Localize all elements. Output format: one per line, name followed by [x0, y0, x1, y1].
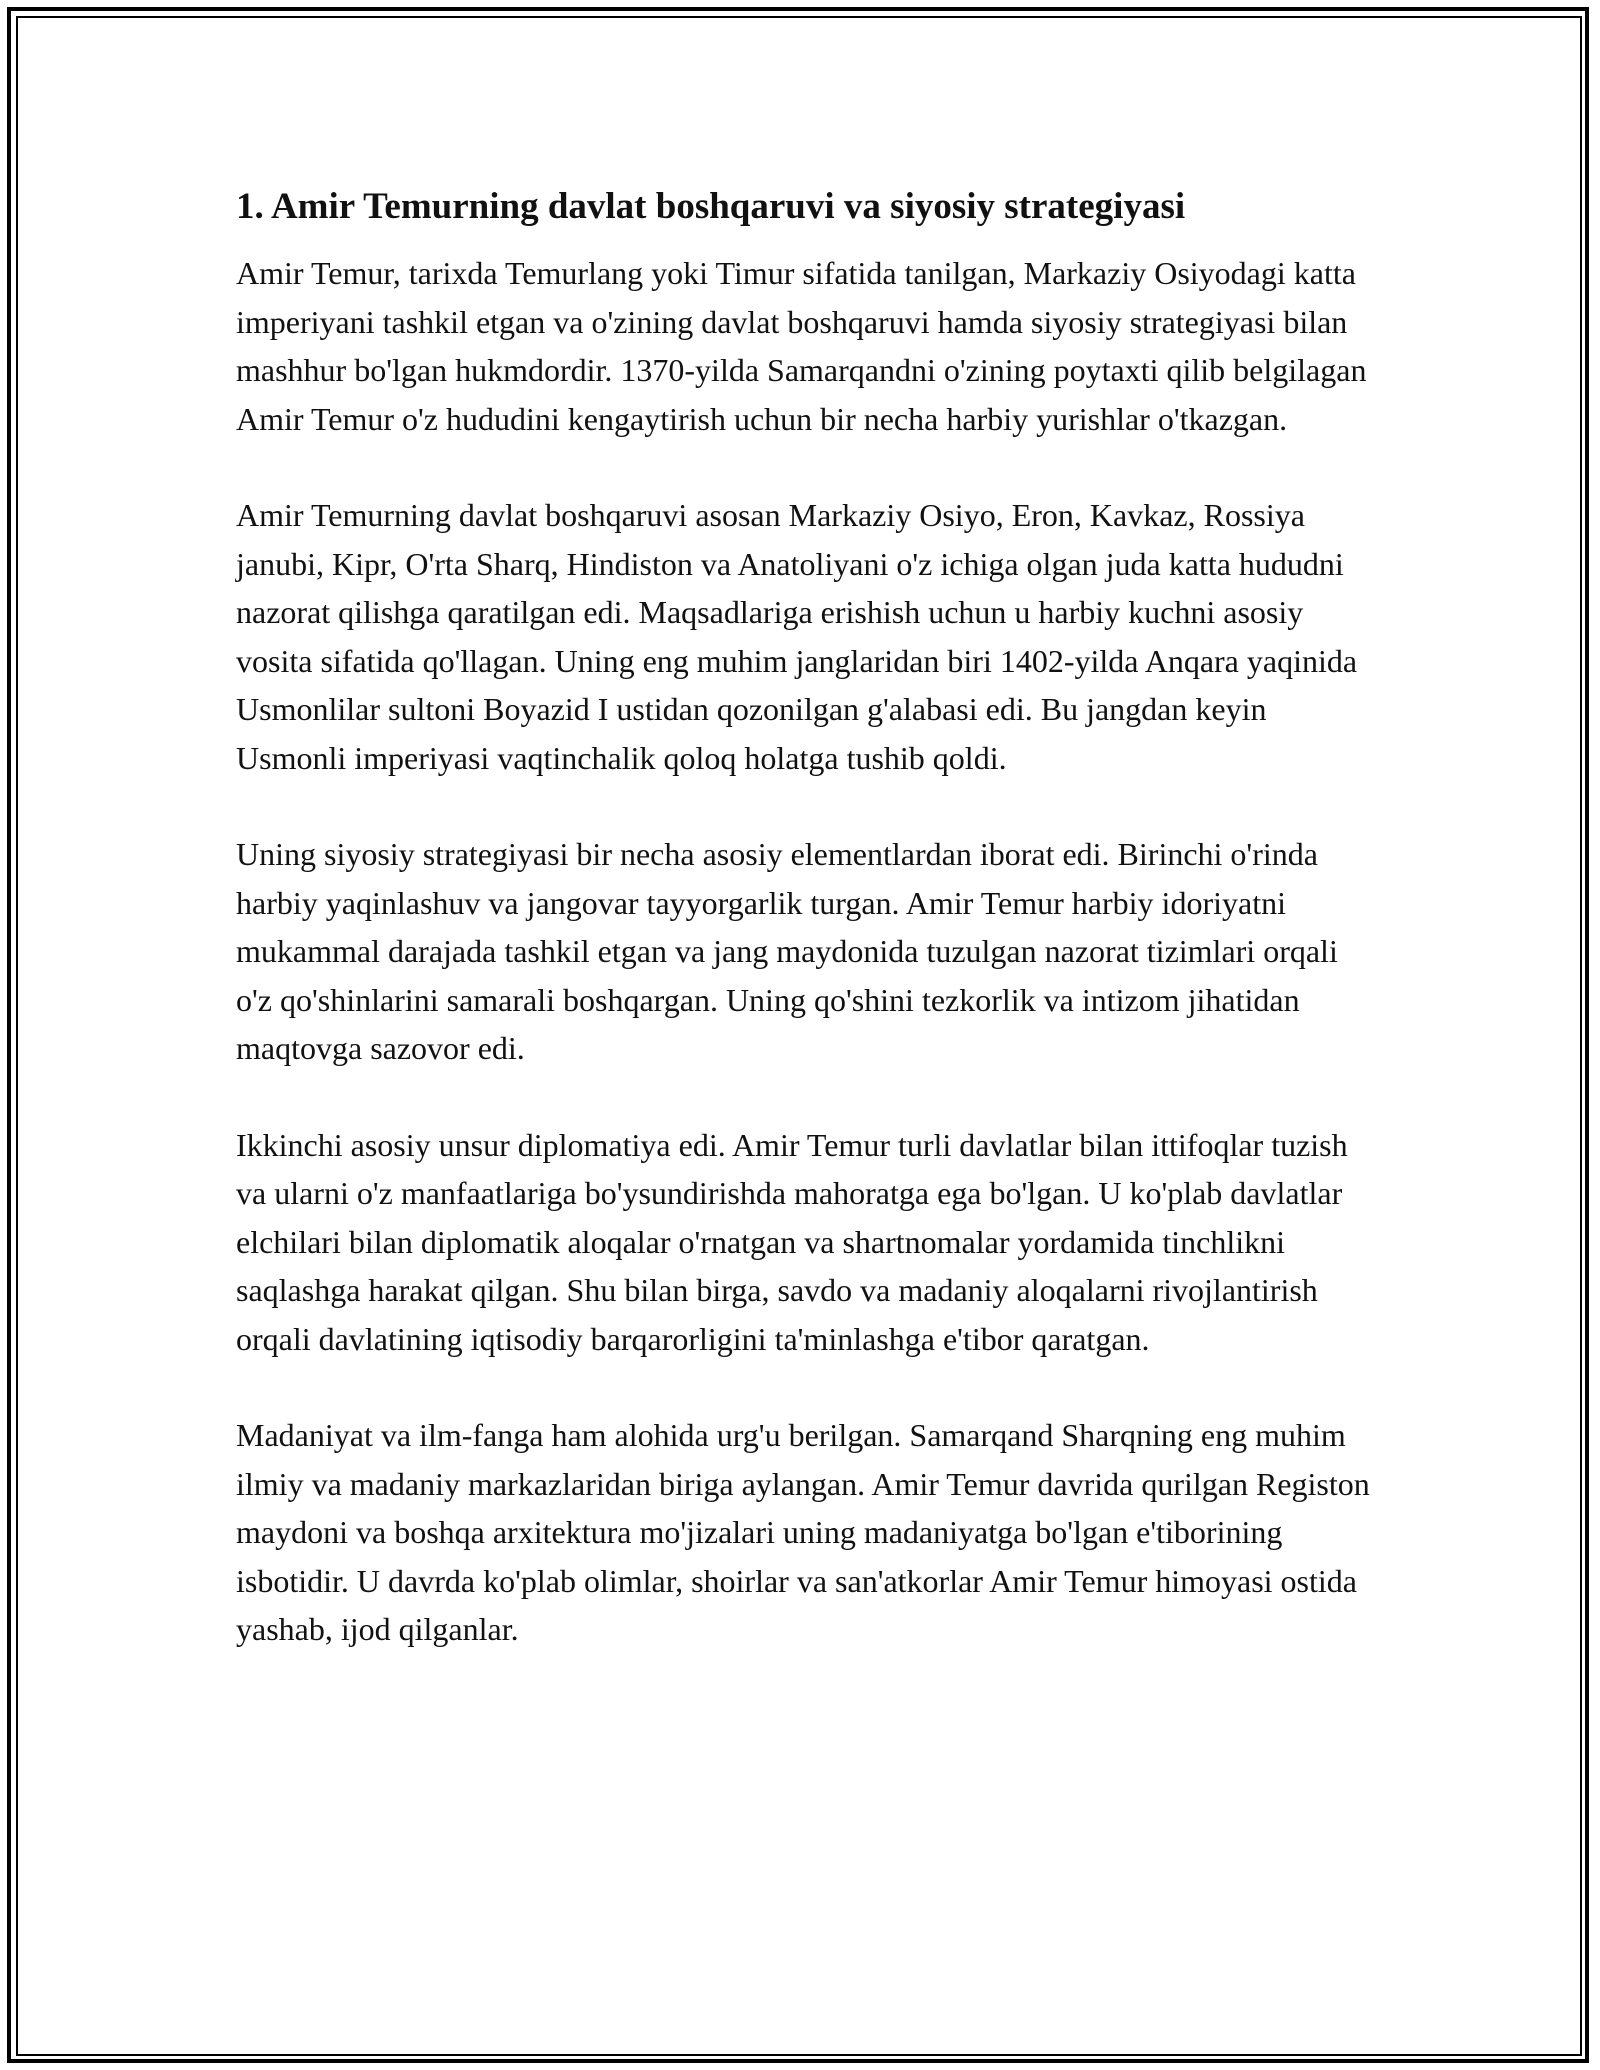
- section-title: 1. Amir Temurning davlat boshqaruvi va siyosiy strategiyasi: [236, 186, 1186, 227]
- paragraph-1: Amir Temur, tarixda Temurlang yoki Timur sifatida tanilgan, Markaziy Osiyodagi katta imperiyani tashkil etgan va o'zining davlat boshqaruvi hamda siyosiy strategiyasi bilan mashhur bo'lgan hukmdordir. 1370-yilda Samarqandni o'zining poytaxti qilib belgilagan Amir Temur o'z hududini kengaytirish uchun bir necha harbiy yurishlar o'tkazgan.: [236, 255, 1367, 437]
- paragraph-5: Madaniyat va ilm-fanga ham alohida urg'u berilgan. Samarqand Sharqning eng muhim ilmiy va madaniy markazlaridan biriga aylangan. Amir Temur davrida qurilgan Registon maydoni va boshqa arxitektura mo'jizalari uning madaniyatga bo'lgan e'tiborining isbotidir. U davrda ko'plab olimlar, shoirlar va san'atkorlar Amir Temur himoyasi ostida yashab, ijod qilganlar.: [236, 1417, 1370, 1647]
- paragraph-3: Uning siyosiy strategiyasi bir necha asosiy elementlardan iborat edi. Birinchi o'rinda harbiy yaqinlashuv va jangovar tayyorgarlik turgan. Amir Temur harbiy idoriyatni mukammal darajada tashkil etgan va jang maydonida tuzulgan nazorat tizimlari orqali o'z qo'shinlarini samarali boshqargan. Uning qo'shini tezkorlik va intizom jihatidan maqtovga sazovor edi.: [236, 836, 1338, 1066]
- paragraph-2: Amir Temurning davlat boshqaruvi asosan Markaziy Osiyo, Eron, Kavkaz, Rossiya janubi, Kipr, O'rta Sharq, Hindiston va Anatoliyani o'z ichiga olgan juda katta hududni nazorat qilishga qaratilgan edi. Maqsadlariga erishish uchun u harbiy kuchni asosiy vosita sifatida qo'llagan. Uning eng muhim janglaridan biri 1402-yilda Anqara yaqinida Usmonlilar sultoni Boyazid I ustidan qozonilgan g'alabasi edi. Bu jangdan keyin Usmonli imperiyasi vaqtinchalik qoloq holatga tushib qoldi.: [236, 497, 1358, 776]
- paragraph-4: Ikkinchi asosiy unsur diplomatiya edi. Amir Temur turli davlatlar bilan ittifoqlar tuzish va ularni o'z manfaatlariga bo'ysundirishda mahoratga ega bo'lgan. U ko'plab davlatlar elchilari bilan diplomatik aloqalar o'rnatgan va shartnomalar yordamida tinchlikni saqlashga harakat qilgan. Shu bilan birga, savdo va madaniy aloqalarni rivojlantirish orqali davlatining iqtisodiy barqarorligini ta'minlashga e'tibor qaratgan.: [236, 1126, 1348, 1357]
- document-body: [236, 185, 1376, 1702]
